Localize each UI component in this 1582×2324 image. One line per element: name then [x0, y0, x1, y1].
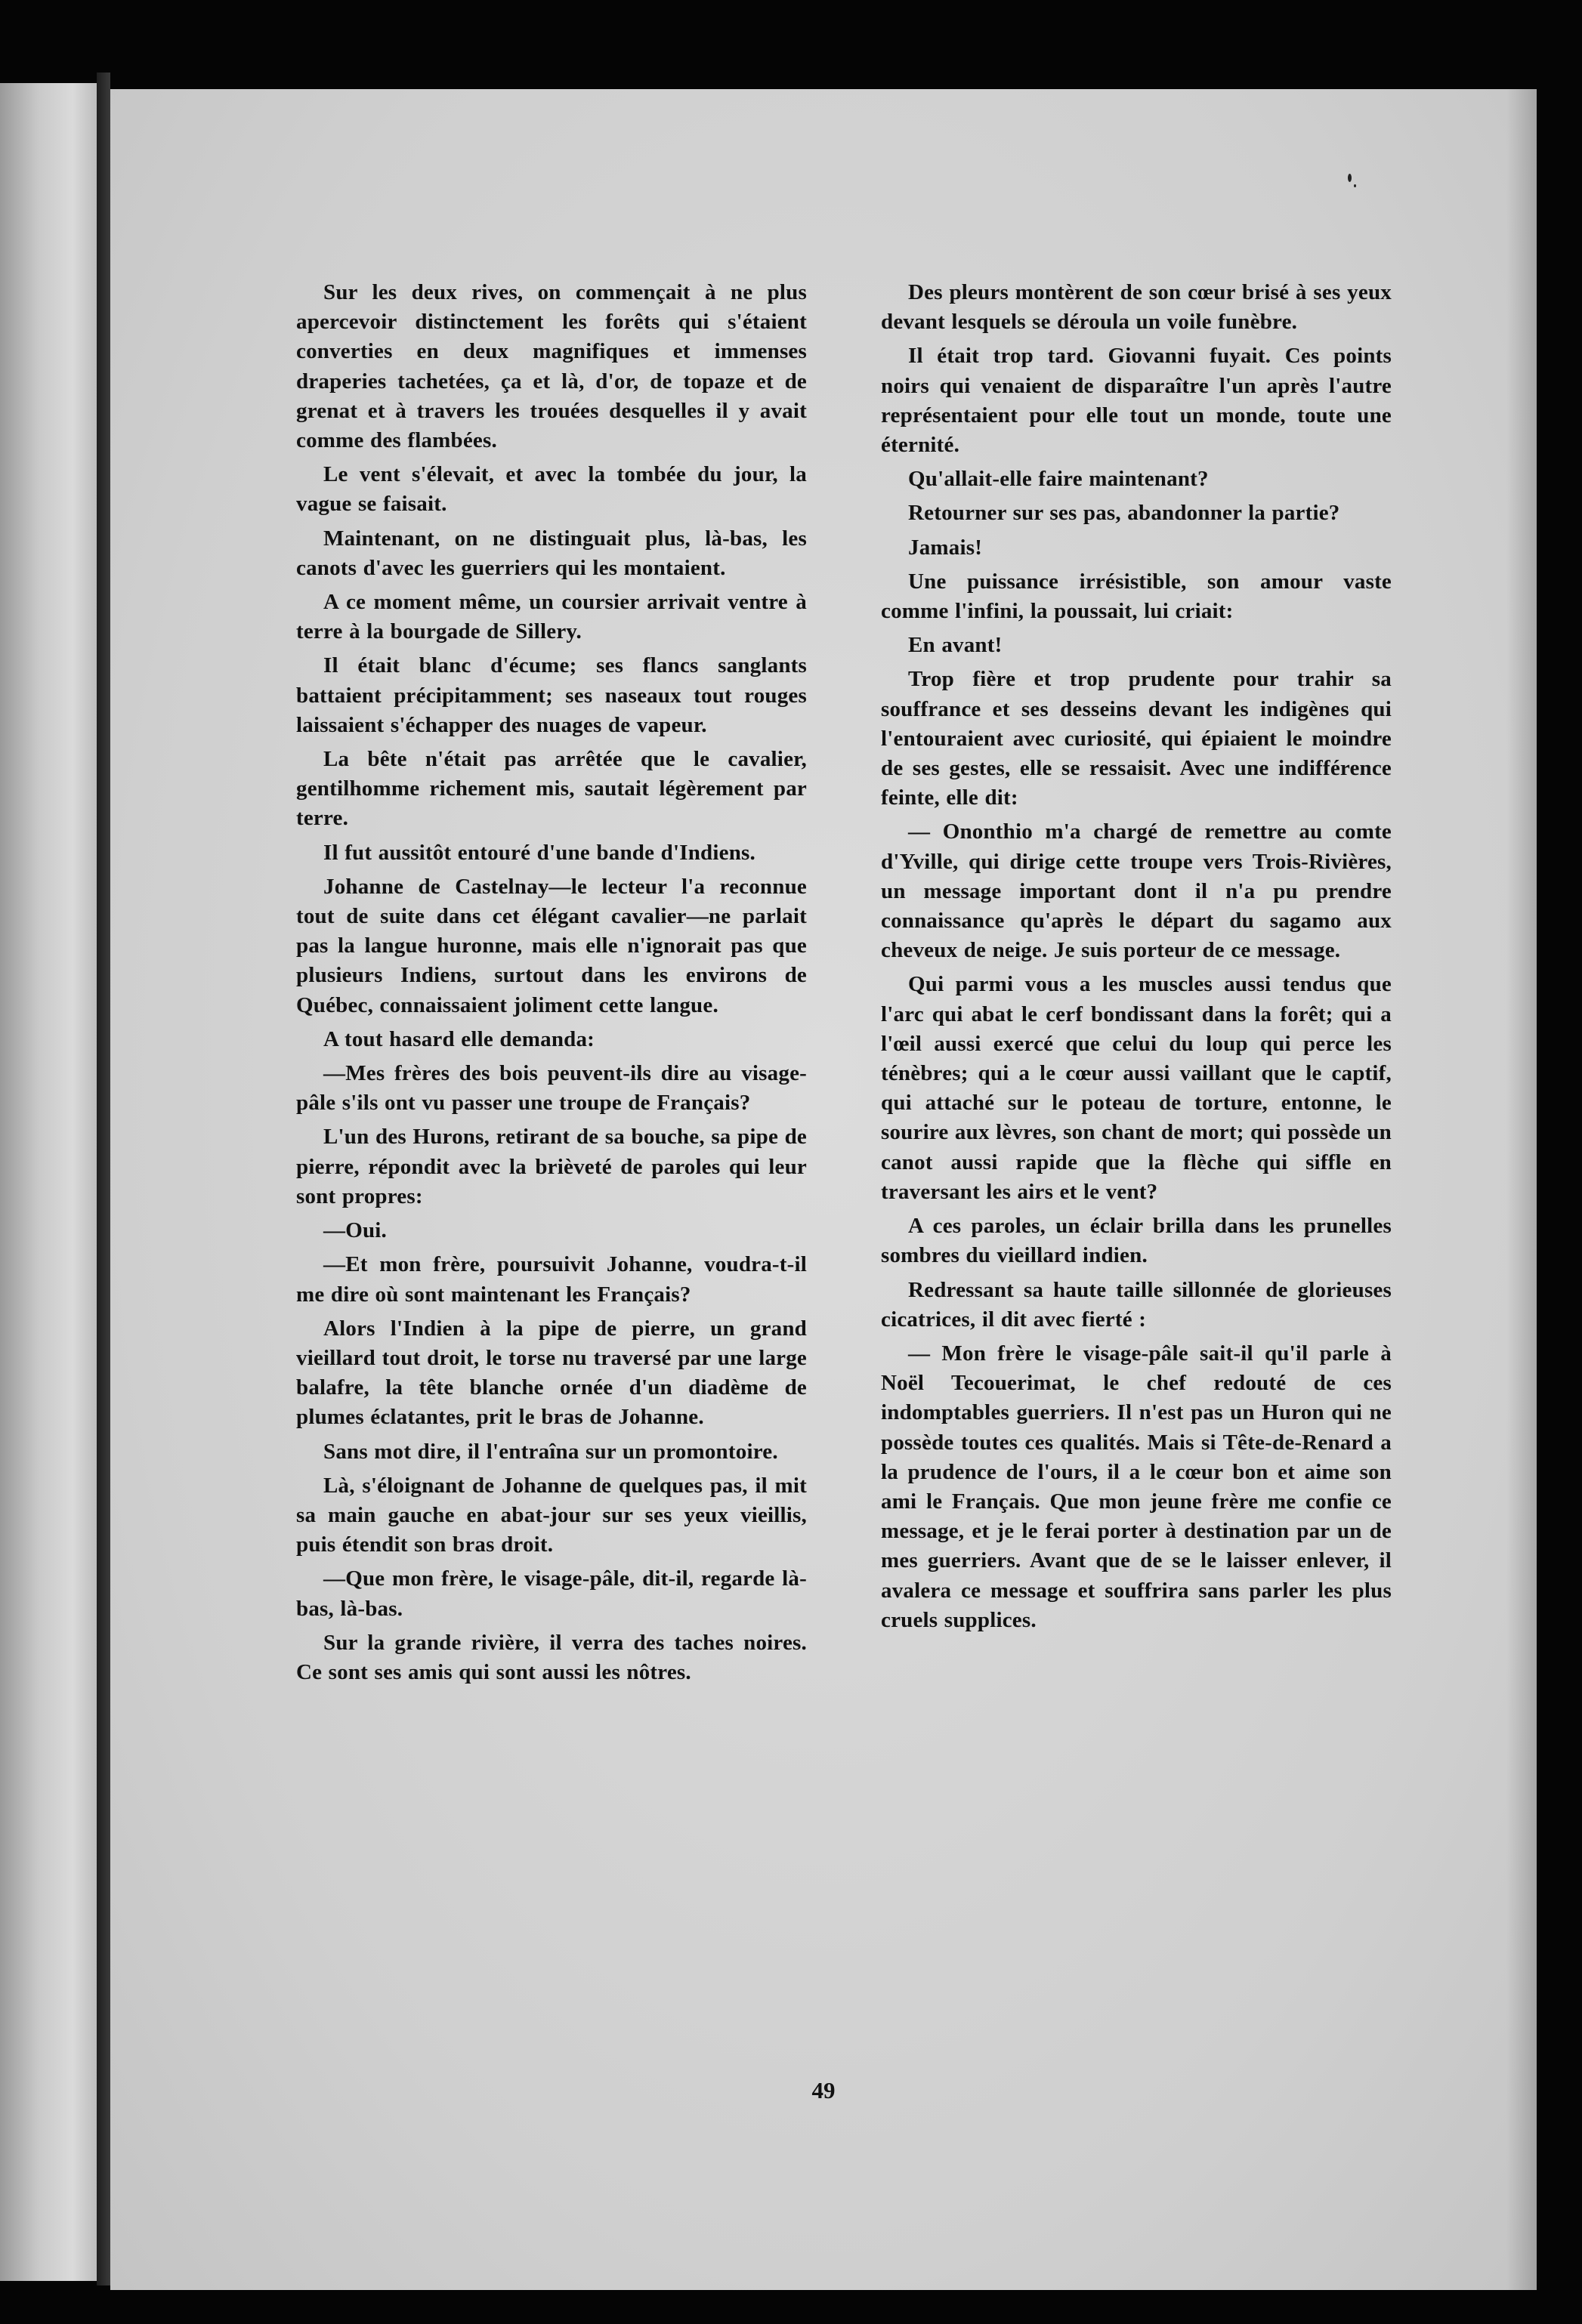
paragraph: —Que mon frère, le visage-pâle, dit-il, regarde là-bas, là-bas. [296, 1566, 807, 1621]
text-column-left [296, 278, 807, 1692]
page-number: 49 [811, 2077, 836, 2103]
paragraph: A ce moment même, un coursier arrivait ventre à terre à la bourgade de Sillery. [296, 590, 807, 644]
ink-speck [1354, 184, 1356, 187]
paragraph: Qu'allait-elle faire maintenant? [908, 467, 1209, 492]
paragraph: Des pleurs montèrent de son cœur brisé à ses yeux devant lesquels se déroula un voile funèbre. [881, 280, 1392, 335]
binding-gutter [97, 73, 110, 2285]
paragraph: Là, s'éloignant de Johanne de quelques pas, il mit sa main gauche en abat-jour sur ses yeux vieillis, puis étendit son bras droit. [296, 1473, 807, 1557]
facing-page-edge [0, 83, 97, 2281]
paragraph: Redressant sa haute taille sillonnée de glorieuses cicatrices, il dit avec fierté : [881, 1277, 1392, 1332]
ink-speck [1348, 174, 1352, 182]
paragraph: — Mon frère le visage-pâle sait-il qu'il parle à Noël Tecouerimat, le chef redouté de ces indomptables guerriers. Il n'est pas un Huron qui ne possède toutes ces qualités. Mais si Tête-de-Renard a la prudence de l'ours, il a le cœur bon et aime son ami le Français. Que mon jeune frère me confie ce message, et je le ferai porter à destination par un de mes guerriers. Avant que de se le laisser enlever, il avalera ce message et souffrira sans parler les plus cruels supplices. [881, 1341, 1392, 1632]
paragraph: —Oui. [323, 1218, 387, 1243]
paragraph: Sur la grande rivière, il verra des taches noires. Ce sont ses amis qui sont aussi les nôtres. [296, 1630, 807, 1684]
paragraph: A tout hasard elle demanda: [323, 1026, 595, 1051]
paragraph: —Et mon frère, poursuivit Johanne, voudra-t-il me dire où sont maintenant les Français? [296, 1252, 807, 1307]
paragraph: Sur les deux rives, on commençait à ne plus apercevoir distinctement les forêts qui s'étaient converties en deux magnifiques et immenses draperies tachetées, ça et là, d'or, de topaze et de grenat et à travers les trouées desquelles il y avait comme des flambées. [296, 280, 807, 453]
paragraph: Alors l'Indien à la pipe de pierre, un grand vieillard tout droit, le torse nu traversé par une large balafre, la tête blanche ornée d'un diadème de plumes éclatantes, prit le bras de Johanne. [296, 1316, 807, 1430]
paragraph: L'un des Hurons, retirant de sa bouche, sa pipe de pierre, répondit avec la brièveté de paroles qui leur sont propres: [296, 1125, 807, 1208]
paragraph: A ces paroles, un éclair brilla dans les prunelles sombres du vieillard indien. [881, 1214, 1392, 1268]
page-edge-shadow [1506, 89, 1537, 2290]
paragraph: Il était trop tard. Giovanni fuyait. Ces points noirs qui venaient de disparaître l'un après l'autre représentaient pour elle tout un monde, toute une éternité. [881, 344, 1392, 458]
paragraph: Sans mot dire, il l'entraîna sur un promontoire. [323, 1439, 778, 1464]
paragraph: —Mes frères des bois peuvent-ils dire au visage-pâle s'ils ont vu passer une troupe de Français? [296, 1061, 807, 1116]
paragraph: Il était blanc d'écume; ses flancs sanglants battaient précipitamment; ses naseaux tout rouges laissaient s'échapper des nuages de vapeur. [296, 653, 807, 737]
paragraph: Une puissance irrésistible, son amour vaste comme l'infini, la poussait, lui criait: [881, 569, 1392, 624]
paragraph: Retourner sur ses pas, abandonner la partie? [908, 501, 1340, 526]
text-column-right [881, 278, 1392, 1640]
paragraph: Trop fière et trop prudente pour trahir sa souffrance et ses desseins devant les indigènes qui l'entouraient avec curiosité, qui épiaient le moindre de ses gestes, elle se ressaisit. Avec une indifférence feinte, elle dit: [881, 667, 1392, 810]
book-page [110, 89, 1537, 2290]
paragraph: Maintenant, on ne distinguait plus, là-bas, les canots d'avec les guerriers qui les montaient. [296, 526, 807, 580]
paragraph: En avant! [908, 633, 1003, 658]
paragraph: — Ononthio m'a chargé de remettre au comte d'Yville, qui dirige cette troupe vers Trois-Rivières, un message important dont il n'a pu prendre connaissance qu'après le départ du sagamo aux cheveux de neige. Je suis porteur de ce message. [881, 819, 1392, 963]
paragraph: Johanne de Castelnay—le lecteur l'a reconnue tout de suite dans cet élégant cavalier—ne parlait pas la langue huronne, mais elle n'ignorait pas que plusieurs Indiens, surtout dans les environs de Québec, connaissaient joliment cette langue. [296, 874, 807, 1017]
paragraph: La bête n'était pas arrêtée que le cavalier, gentilhomme richement mis, sautait légèrement par terre. [296, 747, 807, 831]
paragraph: Il fut aussitôt entouré d'une bande d'Indiens. [323, 840, 755, 865]
paragraph: Le vent s'élevait, et avec la tombée du jour, la vague se faisait. [296, 462, 807, 517]
paragraph: Qui parmi vous a les muscles aussi tendus que l'arc qui abat le cerf bondissant dans la forêt; qui a l'œil aussi exercé que celui du loup qui perce les ténèbres; qui a le cœur aussi vaillant que le captif, qui attaché sur le poteau de torture, entonne, le sourire aux lèvres, son chant de mort; qui possède un canot aussi rapide que la flèche qui siffle en traversant les airs et le vent? [881, 972, 1392, 1204]
paragraph: Jamais! [908, 535, 983, 560]
